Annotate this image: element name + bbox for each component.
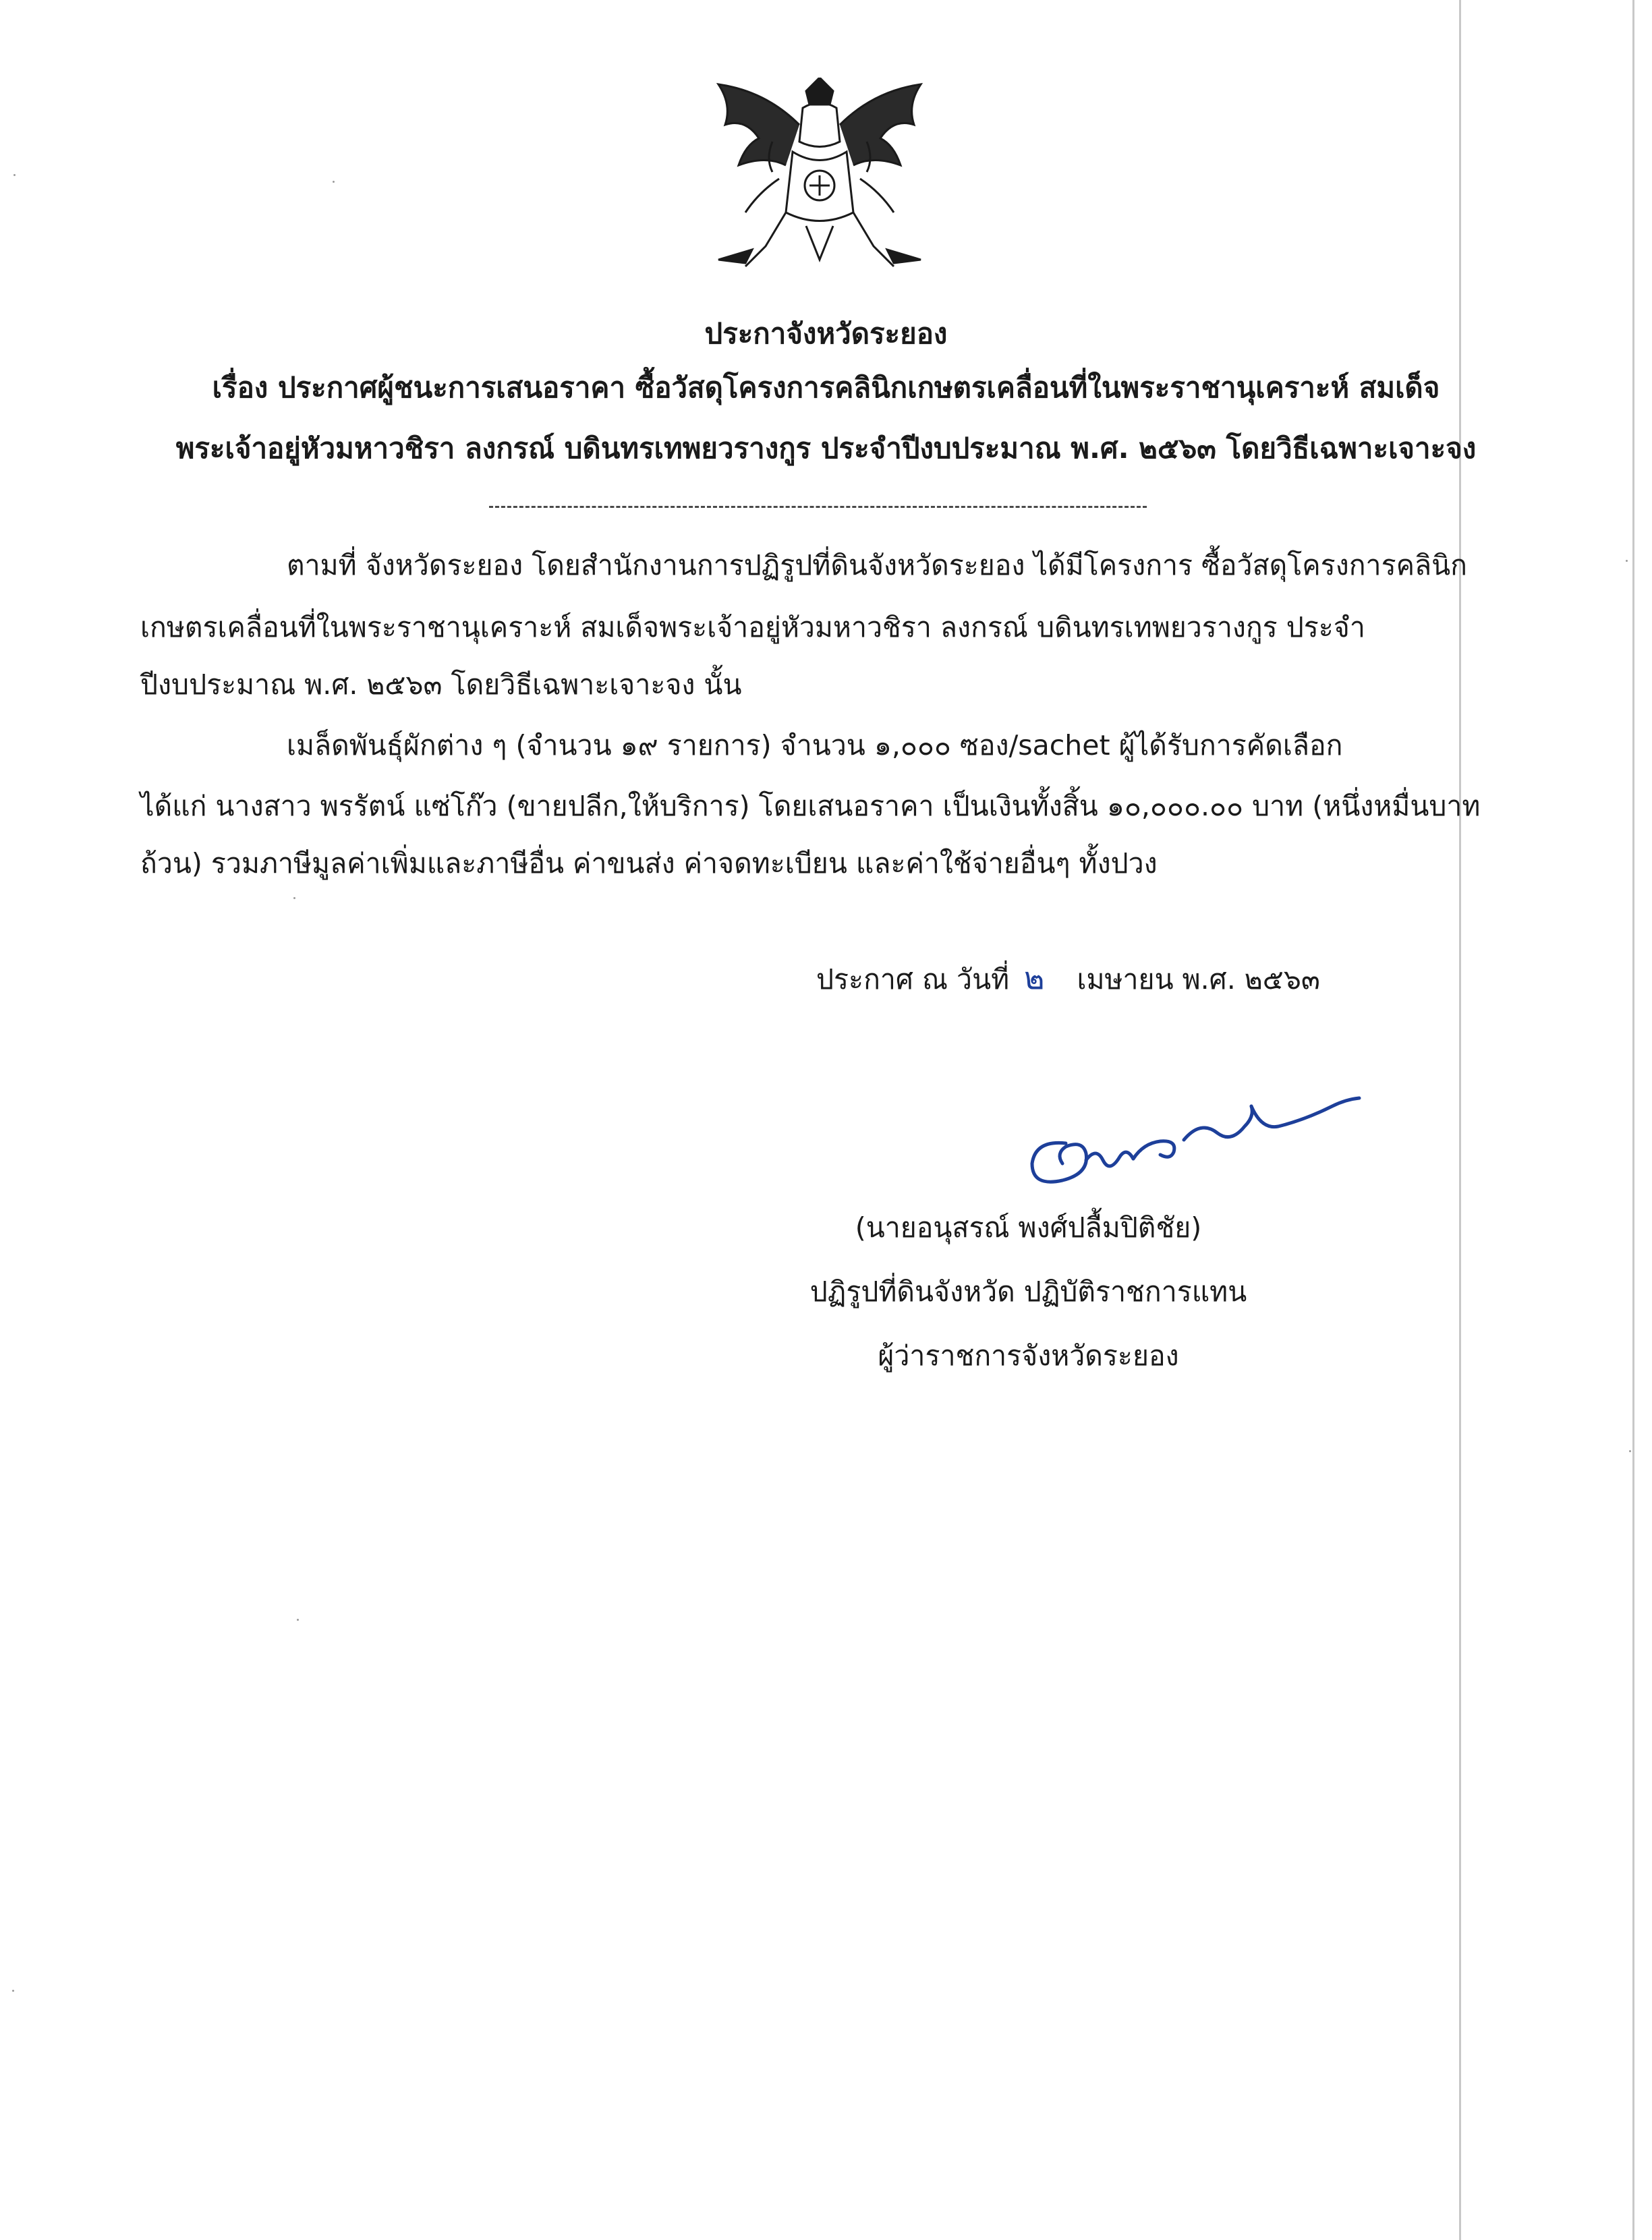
announcement-title: ประกาจังหวัดระยอง bbox=[704, 317, 948, 350]
announcement-date bbox=[816, 958, 1320, 1000]
signatory-name: (นายอนุสรณ์ พงศ์ปลื้มปิติชัย) bbox=[855, 1211, 1202, 1244]
scan-speck bbox=[293, 897, 295, 899]
scan-speck bbox=[13, 174, 16, 176]
body-text-line: ได้แก่ นางสาว พรรัตน์ แซ่โก๊ว (ขายปลีก,ให้บริการ) โดยเสนอราคา เป็นเงินทั้งสิ้น ๑๐,๐๐๐.๐๐ บาท (หนึ่งหมื่นบาท bbox=[140, 790, 1481, 822]
scan-speck bbox=[297, 1619, 299, 1621]
date-day-handwritten: ๒ bbox=[1024, 960, 1045, 996]
body-text-line: ปีงบประมาณ พ.ศ. ๒๕๖๓ โดยวิธีเฉพาะเจาะจง นั้น bbox=[140, 668, 742, 701]
subject-line: เรื่อง ประกาศผู้ชนะการเสนอราคา ซื้อวัสดุโครงการคลินิกเกษตรเคลื่อนที่ในพระราชานุเคราะห์ สมเด็จ bbox=[212, 371, 1440, 404]
subject-line: พระเจ้าอยู่หัวมหาวชิรา ลงกรณ์ บดินทรเทพยวรางกูร ประจำปีงบประมาณ พ.ศ. ๒๕๖๓ โดยวิธีเฉพาะเจาะจง bbox=[175, 432, 1477, 465]
body-text-line: เมล็ดพันธุ์ผักต่าง ๆ (จำนวน ๑๙ รายการ) จำนวน ๑,๐๐๐ ซอง/sachet ผู้ได้รับการคัดเลือก bbox=[287, 729, 1343, 762]
garuda-emblem-icon bbox=[705, 78, 934, 287]
scan-speck bbox=[1629, 1450, 1631, 1452]
dashed-divider bbox=[489, 506, 1147, 508]
date-month-year: เมษายน พ.ศ. ๒๕๖๓ bbox=[1077, 963, 1320, 996]
body-text-line: ถ้วน) รวมภาษีมูลค่าเพิ่มและภาษีอื่น ค่าขนส่ง ค่าจดทะเบียน และค่าใช้จ่ายอื่นๆ ทั้งปวง bbox=[140, 847, 1158, 880]
scan-speck bbox=[12, 1990, 14, 1992]
scan-speck bbox=[1626, 560, 1628, 562]
signatory-position: ผู้ว่าราชการจังหวัดระยอง bbox=[878, 1340, 1179, 1372]
scan-speck bbox=[333, 181, 335, 183]
body-text-line: ตามที่ จังหวัดระยอง โดยสำนักงานการปฏิรูปที่ดินจังหวัดระยอง ได้มีโครงการ ซื้อวัสดุโครงการคลินิก bbox=[287, 549, 1467, 581]
date-prefix: ประกาศ ณ วันที่ bbox=[816, 963, 1010, 996]
signatory-position: ปฏิรูปที่ดินจังหวัด ปฏิบัติราชการแทน bbox=[809, 1275, 1247, 1308]
handwritten-signature bbox=[1008, 1079, 1386, 1207]
body-text-line: เกษตรเคลื่อนที่ในพระราชานุเคราะห์ สมเด็จพระเจ้าอยู่หัวมหาวชิรา ลงกรณ์ บดินทรเทพยวรางกูร ประจำ bbox=[140, 611, 1365, 643]
